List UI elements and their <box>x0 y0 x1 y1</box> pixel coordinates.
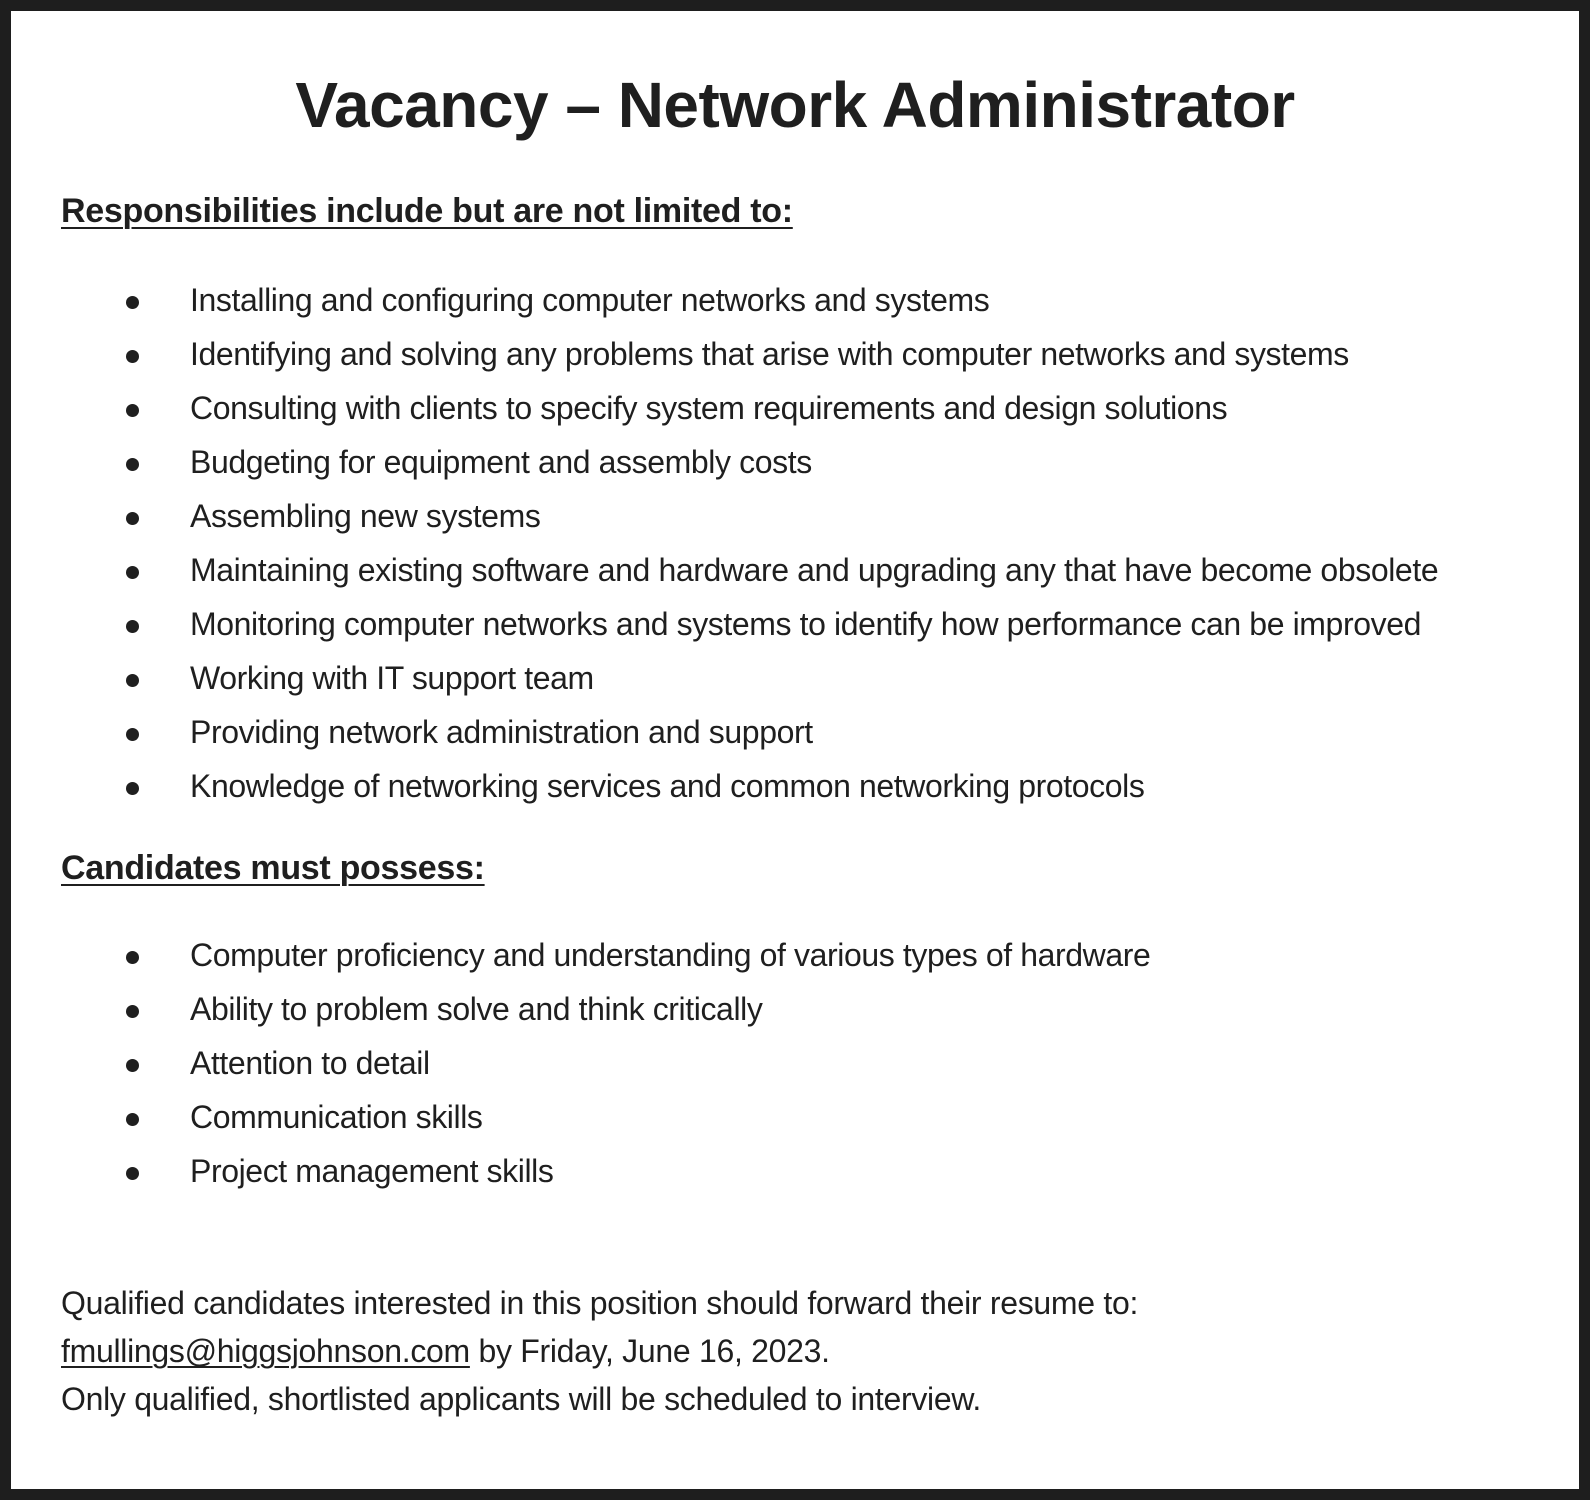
candidates-list <box>11 934 1150 1204</box>
list-item-text: Consulting with clients to specify system requirements and design solutions <box>190 390 1228 426</box>
list-item <box>11 988 1150 1042</box>
list-item-text: Knowledge of networking services and common networking protocols <box>190 768 1145 804</box>
bullet-icon <box>126 458 139 471</box>
email-link[interactable]: fmullings@higgsjohnson.com <box>61 1333 470 1369</box>
responsibilities-heading: Responsibilities include but are not limited to: <box>61 192 793 230</box>
list-item-text: Computer proficiency and understanding of various types of hardware <box>190 937 1151 973</box>
list-item-text: Identifying and solving any problems that arise with computer networks and systems <box>190 336 1349 372</box>
list-item-text: Providing network administration and support <box>190 714 813 750</box>
list-item <box>11 441 1438 495</box>
list-item <box>11 765 1438 819</box>
bullet-icon <box>126 404 139 417</box>
bullet-icon <box>126 620 139 633</box>
list-item <box>11 333 1438 387</box>
list-item-text: Installing and configuring computer networks and systems <box>190 282 990 318</box>
list-item <box>11 549 1438 603</box>
list-item <box>11 279 1438 333</box>
bullet-icon <box>126 674 139 687</box>
page-title: Vacancy – Network Administrator <box>295 69 1295 141</box>
list-item <box>11 387 1438 441</box>
responsibilities-list <box>11 279 1438 819</box>
list-item <box>11 711 1438 765</box>
bullet-icon <box>126 512 139 525</box>
deadline-text: by Friday, June 16, 2023. <box>469 1333 830 1369</box>
list-item <box>11 1150 1150 1204</box>
bullet-icon <box>126 782 139 795</box>
list-item <box>11 1042 1150 1096</box>
list-item-text: Ability to problem solve and think critically <box>190 991 763 1027</box>
candidates-heading: Candidates must possess: <box>61 849 485 887</box>
application-instructions <box>61 1279 1138 1423</box>
list-item-text: Budgeting for equipment and assembly costs <box>190 444 812 480</box>
bullet-icon <box>126 1059 139 1072</box>
bullet-icon <box>126 728 139 741</box>
list-item <box>11 495 1438 549</box>
bullet-icon <box>126 296 139 309</box>
list-item-text: Working with IT support team <box>190 660 594 696</box>
list-item <box>11 1096 1150 1150</box>
list-item <box>11 934 1150 988</box>
bullet-icon <box>126 1113 139 1126</box>
list-item-text: Monitoring computer networks and systems to identify how performance can be improved <box>190 606 1421 642</box>
instructions-line: Qualified candidates interested in this position should forward their resume to: <box>61 1285 1139 1321</box>
list-item-text: Communication skills <box>190 1099 483 1135</box>
list-item-text: Attention to detail <box>190 1045 430 1081</box>
bullet-icon <box>126 1005 139 1018</box>
bullet-icon <box>126 951 139 964</box>
list-item-text: Assembling new systems <box>190 498 541 534</box>
list-item-text: Project management skills <box>190 1153 554 1189</box>
list-item <box>11 657 1438 711</box>
deadline-line <box>61 1327 1138 1375</box>
list-item-text: Maintaining existing software and hardware and upgrading any that have become obsolete <box>190 552 1439 588</box>
bullet-icon <box>126 1167 139 1180</box>
notice-line: Only qualified, shortlisted applicants will be scheduled to interview. <box>61 1381 981 1417</box>
bullet-icon <box>126 566 139 579</box>
bullet-icon <box>126 350 139 363</box>
list-item <box>11 603 1438 657</box>
